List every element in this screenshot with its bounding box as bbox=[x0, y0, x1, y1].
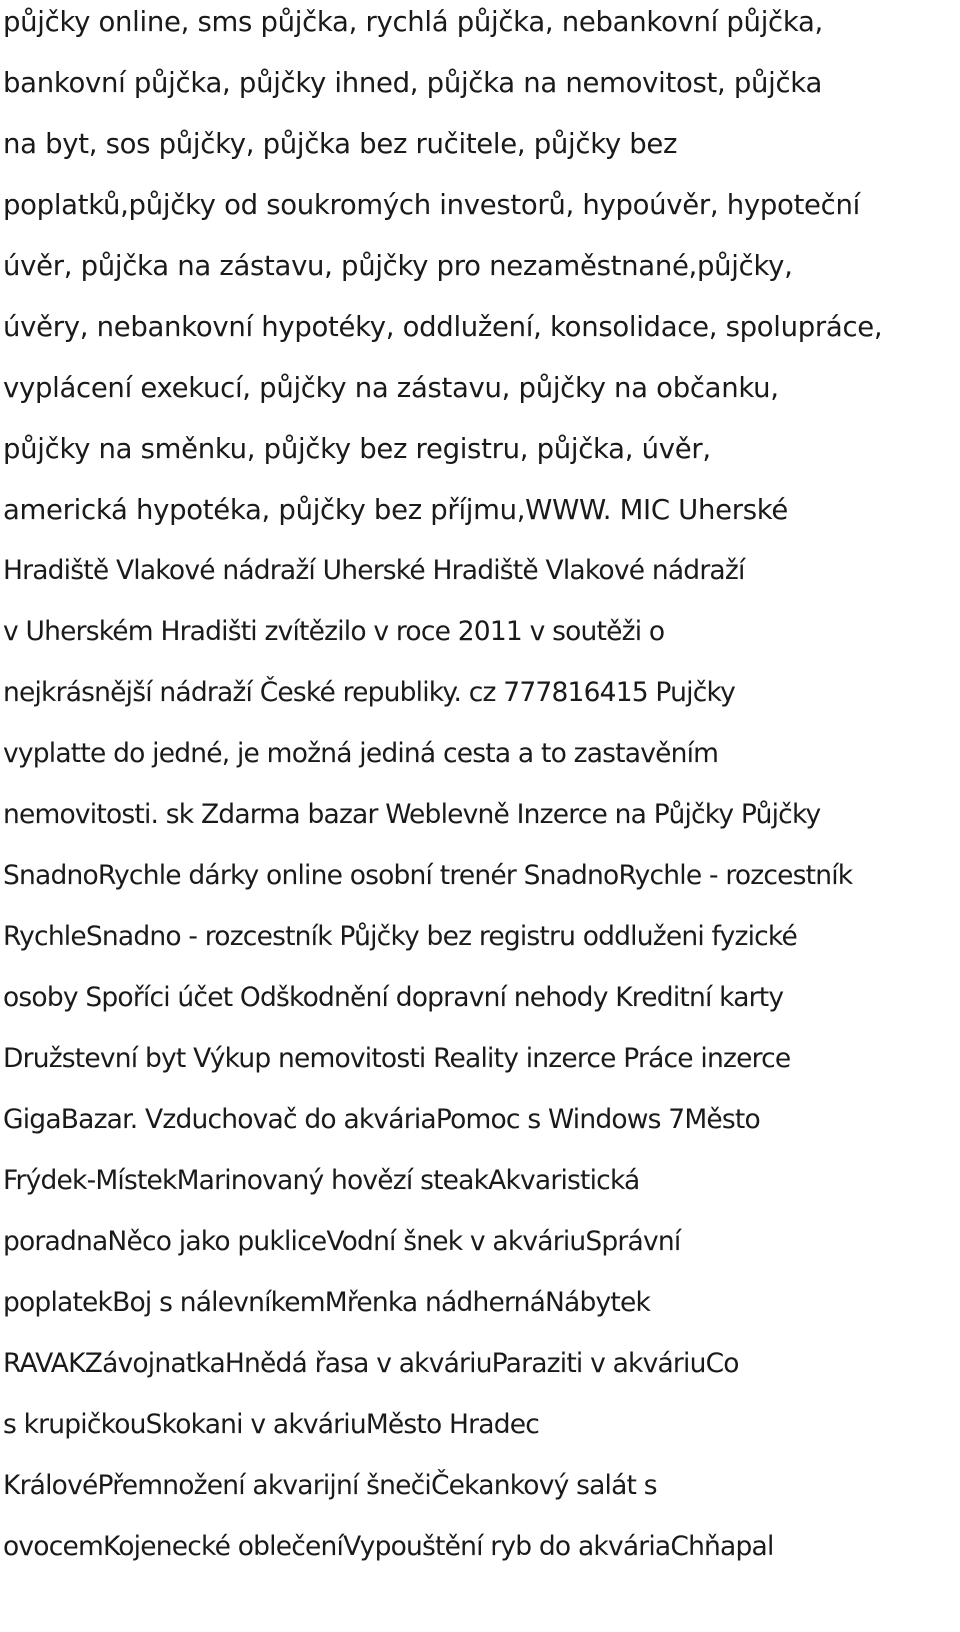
text-line-3: na byt, sos půjčky, půjčka bez ručitele, půjčky bez bbox=[3, 128, 678, 160]
text-line-10: Hradiště Vlakové nádraží Uherské Hradiště Vlakové nádraží bbox=[3, 555, 745, 586]
text-line-18: Družstevní byt Výkup nemovitosti Reality inzerce Práce inzerce bbox=[3, 1043, 791, 1074]
text-line-23: RAVAKZávojnatkaHnědá řasa v akváriuParaziti v akváriuCo bbox=[3, 1348, 739, 1379]
text-line-21: poradnaNěco jako pukliceVodní šnek v akváriuSprávní bbox=[3, 1226, 681, 1257]
text-line-13: vyplatte do jedné, je možná jediná cesta a to zastavěním bbox=[3, 738, 719, 769]
text-line-1: půjčky online, sms půjčka, rychlá půjčka, nebankovní půjčka, bbox=[3, 6, 823, 38]
text-line-9: americká hypotéka, půjčky bez příjmu,WWW. MIC Uherské bbox=[3, 494, 789, 526]
text-line-12: nejkrásnější nádraží České republiky. cz 777816415 Pujčky bbox=[3, 677, 735, 708]
text-line-25: KrálovéPřemnožení akvarijní šnečiČekankový salát s bbox=[3, 1470, 657, 1501]
text-line-2: bankovní půjčka, půjčky ihned, půjčka na nemovitost, půjčka bbox=[3, 67, 822, 99]
text-line-26: ovocemKojenecké oblečeníVypouštění ryb do akváriaChňapal bbox=[3, 1531, 774, 1562]
text-line-20: Frýdek-MístekMarinovaný hovězí steakAkvaristická bbox=[3, 1165, 640, 1196]
text-line-17: osoby Spoříci účet Odškodnění dopravní nehody Kreditní karty bbox=[3, 982, 784, 1013]
text-line-6: úvěry, nebankovní hypotéky, oddlužení, konsolidace, spolupráce, bbox=[3, 311, 883, 343]
text-line-16: RychleSnadno - rozcestník Půjčky bez registru oddluženi fyzické bbox=[3, 921, 798, 952]
text-line-11: v Uherském Hradišti zvítězilo v roce 2011 v soutěži o bbox=[3, 616, 665, 647]
text-line-14: nemovitosti. sk Zdarma bazar Weblevně Inzerce na Půjčky Půjčky bbox=[3, 799, 821, 830]
text-line-22: poplatekBoj s nálevníkemMřenka nádhernáNábytek bbox=[3, 1287, 651, 1318]
text-line-4: poplatků,půjčky od soukromých investorů, hypoúvěr, hypoteční bbox=[3, 189, 860, 221]
text-line-19: GigaBazar. Vzduchovač do akváriaPomoc s Windows 7Město bbox=[3, 1104, 760, 1135]
text-line-8: půjčky na směnku, půjčky bez registru, půjčka, úvěr, bbox=[3, 433, 711, 465]
text-line-5: úvěr, půjčka na zástavu, půjčky pro nezaměstnané,půjčky, bbox=[3, 250, 793, 282]
text-line-24: s krupičkouSkokani v akváriuMěsto Hradec bbox=[3, 1409, 539, 1440]
text-line-15: SnadnoRychle dárky online osobní trenér SnadnoRychle - rozcestník bbox=[3, 860, 853, 891]
text-line-7: vyplácení exekucí, půjčky na zástavu, půjčky na občanku, bbox=[3, 372, 779, 404]
